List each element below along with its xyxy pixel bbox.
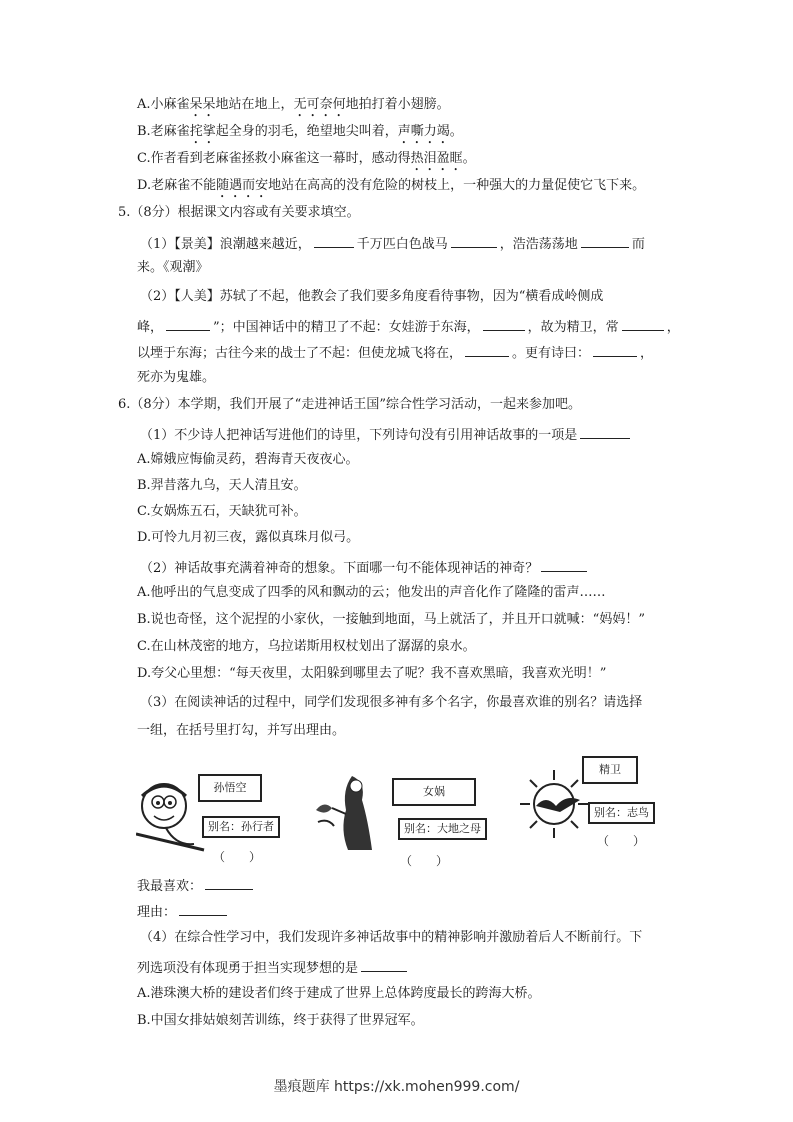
q6-p2-option-c: C.在山林茂密的地方，乌拉诺斯用权杖划出了潺潺的泉水。 (137, 639, 476, 654)
monkey-king-illustration (136, 766, 206, 856)
blank-field[interactable] (580, 424, 630, 439)
blank-field[interactable] (541, 557, 587, 572)
q6-p1-option-b: B.羿昔落九乌，天人清且安。 (137, 478, 307, 493)
q6-p2-option-d: D.夸父心里想：“每天夜里，太阳躲到哪里去了呢？我不喜欢黑暗，我喜欢光明！” (137, 666, 607, 681)
q6-part3-line2: 一组，在括号里打勾，并写出理由。 (137, 723, 346, 738)
card-jingwei[interactable] (516, 752, 676, 842)
q6-header: 6.（8分）本学期，我们开展了“走进神话王国”综合性学习活动，一起来参加吧。 (118, 397, 581, 412)
choice-paren-sunwukong[interactable]: （ ） (213, 850, 262, 864)
blank-field[interactable] (451, 233, 497, 248)
q6-part4-line2: 列选项没有体现勇于担当实现梦想的是 (137, 957, 410, 978)
blank-field[interactable] (465, 342, 509, 357)
jingwei-bird-illustration (516, 766, 592, 842)
favorite-blank[interactable] (205, 875, 253, 890)
q5-part2-line2: 峰， ”；中国神话中的精卫了不起：女娃游于东海， ，故为精卫，常 ， (137, 316, 680, 337)
nuwa-illustration (312, 770, 402, 854)
reason-blank[interactable] (179, 901, 227, 916)
q6-p1-option-a: A.嫦娥应悔偷灵药，碧海青天夜夜心。 (137, 452, 359, 467)
reason-line: 理由： (137, 901, 230, 922)
q5-part2-line4: 死亦为鬼雄。 (137, 370, 216, 385)
footer-watermark[interactable]: 墨痕题库 https://xk.mohen999.com/ (273, 1079, 520, 1095)
q6-p2-option-a: A.他呼出的气息变成了四季的风和飘动的云；他发出的声音化作了隆隆的雷声…… (137, 585, 606, 600)
q6-part2: （2）神话故事充满着神奇的想象。下面哪一句不能体现神话的神奇？ (140, 557, 590, 578)
choice-paren-jingwei[interactable]: （ ） (597, 834, 646, 848)
q5-part2: （2）【人美】苏轼了不起，他教会了我们要多角度看待事物，因为“横看成岭侧成 (140, 289, 604, 304)
blank-field[interactable] (622, 316, 664, 331)
name-bubble: 孙悟空 (198, 774, 262, 802)
choice-paren-nuwa[interactable]: （ ） (400, 854, 449, 868)
q5-part1-cont: 来。《观潮》 (137, 260, 209, 275)
q6-p1-option-d: D.可怜九月初三夜，露似真珠月似弓。 (137, 530, 360, 545)
q6-part4: （4）在综合性学习中，我们发现许多神话故事中的精神影响并激励着后人不断前行。下 (140, 930, 643, 945)
blank-field[interactable] (361, 957, 407, 972)
q6-p4-option-a: A.港珠澳大桥的建设者们终于建成了世界上总体跨度最长的跨海大桥。 (137, 986, 541, 1001)
card-sunwukong[interactable] (136, 760, 296, 850)
blank-field[interactable] (314, 233, 354, 248)
alias-bubble: 别名：大地之母 (398, 818, 487, 840)
q6-p4-option-b: B.中国女排姑娘刻苦训练，终于获得了世界冠军。 (137, 1013, 424, 1028)
blank-field[interactable] (483, 316, 525, 331)
q4-option-a: A.小麻雀呆呆地站在地上，无可奈何地拍打着小翅膀。 (137, 97, 450, 112)
name-bubble: 女娲 (392, 778, 476, 806)
q4-option-d: D.老麻雀不能随遇而安地站在高高的没有危险的树枝上，一种强大的力量促使它飞下来。 (137, 178, 646, 193)
alias-bubble: 别名：孙行者 (202, 816, 280, 838)
favorite-line: 我最喜欢： (137, 875, 256, 896)
card-nuwa[interactable] (312, 770, 492, 854)
blank-field[interactable] (166, 316, 210, 331)
q5-header: 5.（8分）根据课文内容或有关要求填空。 (118, 205, 360, 220)
q6-p2-option-b: B.说也奇怪，这个泥捏的小家伙，一接触到地面，马上就活了，并且开口就喊：“妈妈！” (137, 612, 645, 627)
q6-p1-option-c: C.女娲炼五石，天缺犹可补。 (137, 504, 307, 519)
q6-part1: （1）不少诗人把神话写进他们的诗里，下列诗句没有引用神话故事的一项是 (140, 424, 633, 445)
name-bubble: 精卫 (582, 756, 638, 784)
q4-option-c: C.作者看到老麻雀拯救小麻雀这一幕时，感动得热泪盈眶。 (137, 151, 476, 166)
q6-part3: （3）在阅读神话的过程中，同学们发现很多神有多个名字，你最喜欢谁的别名？请选择 (140, 695, 643, 710)
q5-part2-line3: 以堙于东海；古往今来的战士了不起：但使龙城飞将在， 。更有诗曰： ， (137, 342, 653, 363)
q5-part1: （1）【景美】浪潮越来越近， 千万匹白色战马 ，浩浩荡荡地 而 (140, 233, 645, 254)
blank-field[interactable] (593, 342, 637, 357)
alias-bubble: 别名：志鸟 (588, 802, 655, 824)
q4-option-b: B.老麻雀挓挲起全身的羽毛，绝望地尖叫着，声嘶力竭。 (137, 124, 463, 139)
blank-field[interactable] (581, 233, 629, 248)
